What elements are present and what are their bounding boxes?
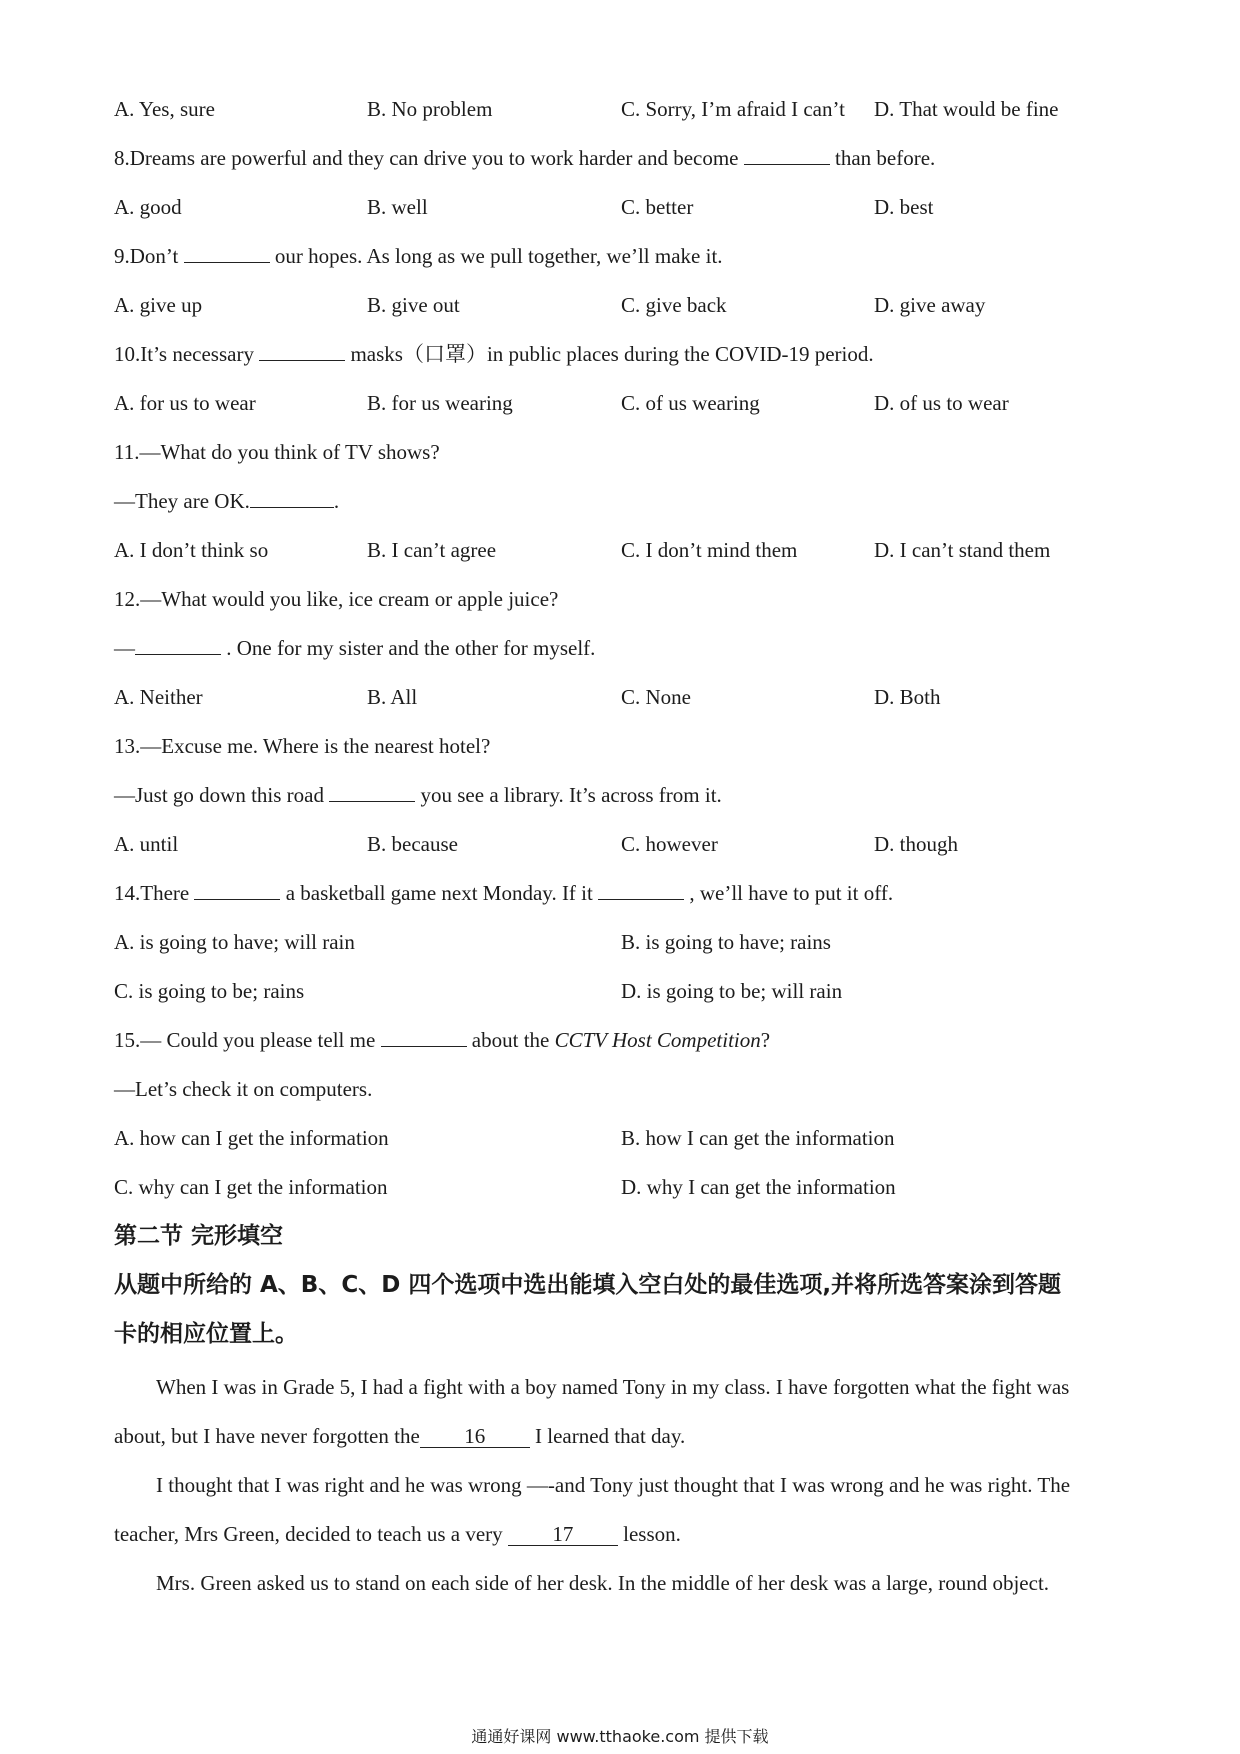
q12-option-a: A. Neither — [114, 685, 203, 709]
q12-option-b: B. All — [367, 685, 418, 709]
q14-stem-part1: 14.There — [114, 881, 190, 905]
q14-option-d: D. is going to be; will rain — [621, 979, 843, 1003]
q12-option-d: D. Both — [874, 685, 941, 709]
q10-option-d: D. of us to wear — [874, 391, 1009, 415]
q10-option-a: A. for us to wear — [114, 391, 256, 415]
q7-option-a: A. Yes, sure — [114, 97, 215, 121]
q15-response: —Let’s check it on computers. — [114, 1077, 373, 1101]
q15-question-part1: 15.— Could you please tell me — [114, 1028, 376, 1052]
passage-p2-line2-part1: teacher, Mrs Green, decided to teach us a very — [114, 1522, 503, 1546]
section-instruction-line1: 从题中所给的 A、B、C、D 四个选项中选出能填入空白处的最佳选项,并将所选答案涂到答题 — [114, 1272, 1062, 1298]
section-instruction-line2: 卡的相应位置上。 — [114, 1321, 298, 1347]
q14-option-b: B. is going to have; rains — [621, 930, 831, 954]
cloze-blank-16: 16 — [420, 1425, 530, 1448]
passage-p2-line2-part2: lesson. — [623, 1522, 681, 1546]
q11-option-c: C. I don’t mind them — [621, 538, 798, 562]
q8-option-d: D. best — [874, 195, 934, 219]
q7-option-d: D. That would be fine — [874, 97, 1059, 121]
section-title: 第二节 完形填空 — [114, 1223, 284, 1249]
passage-p3-line1: Mrs. Green asked us to stand on each side of her desk. In the middle of her desk was a large, round object. — [156, 1571, 1050, 1595]
q8-stem-part2: than before. — [835, 146, 936, 170]
q10-stem — [114, 340, 874, 368]
q12-response-part1: — — [114, 636, 135, 660]
q10-blank — [259, 340, 345, 361]
q8-option-b: B. well — [367, 195, 428, 219]
q12-blank — [135, 634, 221, 655]
q10-option-c: C. of us wearing — [621, 391, 760, 415]
passage-p1-line1: When I was in Grade 5, I had a fight with a boy named Tony in my class. I have forgotten what the fight was — [156, 1375, 1070, 1399]
q7-option-c: C. Sorry, I’m afraid I can’t — [621, 97, 845, 121]
q11-option-b: B. I can’t agree — [367, 538, 497, 562]
q11-response — [114, 487, 339, 515]
q9-stem-part2: our hopes. As long as we pull together, we’ll make it. — [274, 244, 723, 268]
q11-response-part1: —They are OK. — [114, 489, 250, 513]
q10-stem-part1: 10.It’s necessary — [114, 342, 254, 366]
q14-blank-1 — [194, 879, 280, 900]
q14-option-a: A. is going to have; will rain — [114, 930, 355, 954]
passage-p1-line2 — [114, 1422, 1124, 1450]
passage-p1-line2-part2: I learned that day. — [535, 1424, 686, 1448]
q15-question-part3: ? — [760, 1028, 771, 1052]
q15-question — [114, 1026, 770, 1054]
page-footer: 通通好课网 www.tthaoke.com 提供下载 — [471, 1727, 769, 1746]
q13-question: 13.—Excuse me. Where is the nearest hotel? — [114, 734, 491, 758]
q14-blank-2 — [598, 879, 684, 900]
q11-option-a: A. I don’t think so — [114, 538, 269, 562]
q10-option-b: B. for us wearing — [367, 391, 513, 415]
q9-option-b: B. give out — [367, 293, 460, 317]
q13-option-b: B. because — [367, 832, 458, 856]
q12-response-part2: . One for my sister and the other for myself. — [226, 636, 596, 660]
q7-option-b: B. No problem — [367, 97, 493, 121]
q14-stem — [114, 879, 893, 907]
q14-option-c: C. is going to be; rains — [114, 979, 305, 1003]
q8-blank — [744, 144, 830, 165]
q15-option-a: A. how can I get the information — [114, 1126, 389, 1150]
q9-blank — [184, 242, 270, 263]
passage-p2-line2 — [114, 1520, 1124, 1548]
q10-stem-part2: masks（口罩）in public places during the COVID-19 period. — [350, 342, 874, 366]
q14-stem-part3: , we’ll have to put it off. — [689, 881, 894, 905]
q9-option-c: C. give back — [621, 293, 727, 317]
q13-response — [114, 781, 722, 809]
cloze-blank-17: 17 — [508, 1523, 618, 1546]
q15-option-b: B. how I can get the information — [621, 1126, 895, 1150]
q15-question-italic-title: CCTV Host Competition — [554, 1028, 761, 1052]
passage-p2-line1: I thought that I was right and he was wrong —-and Tony just thought that I was wrong and he was right. The — [156, 1473, 1071, 1497]
q12-question: 12.—What would you like, ice cream or apple juice? — [114, 587, 559, 611]
q15-blank — [381, 1026, 467, 1047]
q9-option-a: A. give up — [114, 293, 203, 317]
q13-response-part2: you see a library. It’s across from it. — [420, 783, 722, 807]
q8-option-a: A. good — [114, 195, 182, 219]
q12-response — [114, 634, 595, 662]
q15-option-c: C. why can I get the information — [114, 1175, 388, 1199]
q9-stem — [114, 242, 723, 270]
q8-option-c: C. better — [621, 195, 694, 219]
q13-response-part1: —Just go down this road — [114, 783, 324, 807]
q12-option-c: C. None — [621, 685, 691, 709]
q9-stem-part1: 9.Don’t — [114, 244, 179, 268]
q9-option-d: D. give away — [874, 293, 986, 317]
q13-option-c: C. however — [621, 832, 718, 856]
q15-question-part2: about the — [471, 1028, 550, 1052]
q11-response-part2: . — [333, 489, 340, 513]
q11-option-d: D. I can’t stand them — [874, 538, 1051, 562]
q14-stem-part2: a basketball game next Monday. If it — [285, 881, 593, 905]
q11-blank — [250, 487, 334, 508]
q11-question: 11.—What do you think of TV shows? — [114, 440, 440, 464]
q8-stem-part1: 8.Dreams are powerful and they can drive you to work harder and become — [114, 146, 739, 170]
q13-blank — [329, 781, 415, 802]
passage-p1-line2-part1: about, but I have never forgotten the — [114, 1424, 420, 1448]
q15-option-d: D. why I can get the information — [621, 1175, 896, 1199]
q13-option-d: D. though — [874, 832, 958, 856]
q8-stem — [114, 144, 935, 172]
q13-option-a: A. until — [114, 832, 179, 856]
